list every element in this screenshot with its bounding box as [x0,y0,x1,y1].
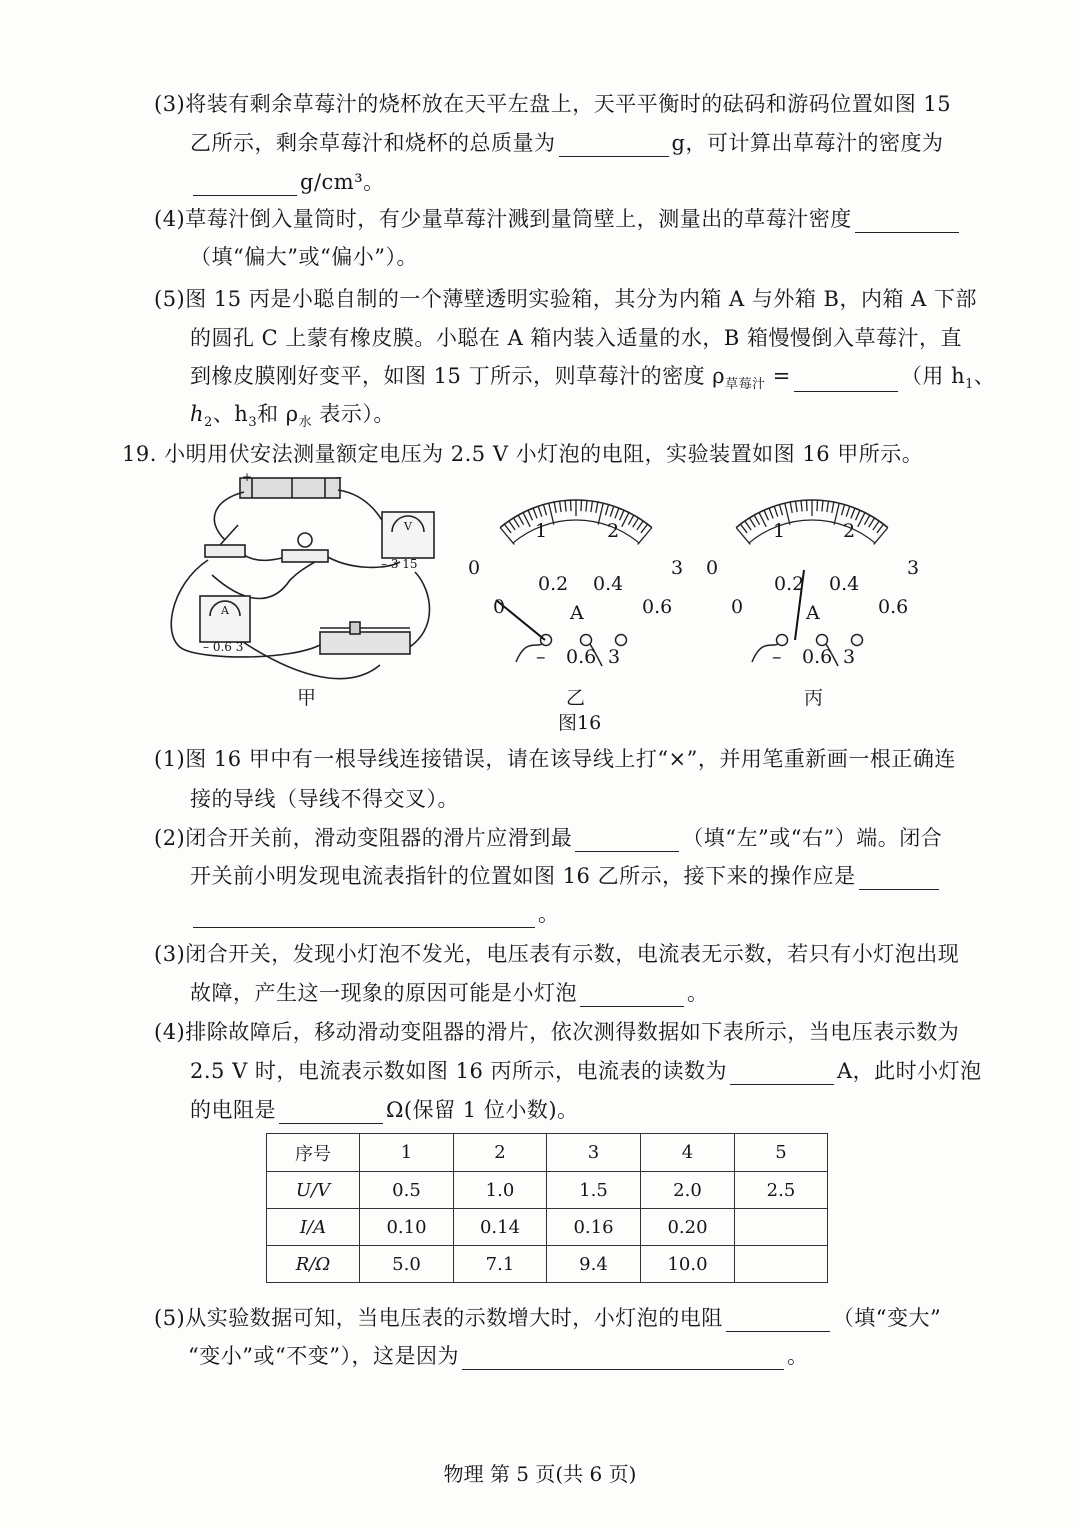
h3-symbol: 、h [212,402,249,426]
dial-tick [877,524,884,533]
table-cell: 10.0 [641,1246,735,1283]
yi-terminal-3: 3 [608,646,621,668]
q18-part3-unit: g/cm³。 [300,170,385,194]
table-cell: 1 [360,1134,454,1172]
table-cell: 2.0 [641,1172,735,1209]
table-cell[interactable] [735,1246,828,1283]
dial-tick [779,505,782,516]
ammeter-dial-yi [500,500,652,666]
q19-stem: 19. 小明用伏安法测量额定电压为 2.5 V 小灯泡的电阻，实验装置如图 16 甲所示。 [122,442,924,466]
yi-small-04: 0.4 [593,573,624,595]
dial-tick [615,508,619,518]
q19-part3-line1: (3)闭合开关，发现小灯泡不发光，电压表有示数，电流表无示数，若只有小灯泡出现 [154,942,960,966]
lamp-holder [282,550,328,562]
dial-tick [504,524,511,533]
yi-terminal-06: 0.6 [566,646,597,668]
q19-part3-text: 故障，产生这一现象的原因可能是小灯泡 [190,981,577,1005]
answer-blank-resistance[interactable] [279,1101,383,1124]
table-cell: I/A [267,1209,360,1246]
dial-tick [513,518,519,527]
table-cell: 0.5 [360,1172,454,1209]
battery-minus-label: – [336,470,342,484]
bing-terminal-06: 0.6 [802,646,833,668]
table-cell: 0.10 [360,1209,454,1246]
table-cell: 3 [547,1134,641,1172]
q19-part2-text-b: （填“左”或“右”）端。闭合 [682,826,943,850]
answer-blank-current[interactable] [730,1062,834,1085]
dial-tick [565,501,566,512]
q19-part4-text-b: A，此时小灯泡 [836,1059,982,1083]
table-cell: 5.0 [360,1246,454,1283]
q19-part4-line3 [190,1094,579,1124]
q18-part5-text-a: 到橡皮膜刚好变平，如图 15 丁所示，则草莓汁的密度 ρ [190,364,726,388]
rho-water-subscript: 水 [298,415,313,431]
table-cell: 1.0 [454,1172,547,1209]
yi-small-02: 0.2 [538,573,569,595]
rho-water-symbol: 和 ρ [257,402,299,426]
table-cell: 2 [454,1134,547,1172]
answer-blank-operation-a[interactable] [859,867,939,890]
q18-part4-text: (4)草莓汁倒入量筒时，有少量草莓汁溅到量筒壁上，测量出的草莓汁密度 [154,207,852,231]
dial-tick [538,506,542,516]
terminal-post [616,635,627,646]
q19-part2-end: 。 [538,902,560,926]
dial-tick [846,506,850,516]
yi-small-06: 0.6 [642,596,673,618]
dial-inner-arc [749,520,875,543]
dial-tick [827,501,829,512]
dial-tick [769,508,773,518]
table-cell: 9.4 [547,1246,641,1283]
dial-tick [822,501,823,512]
bing-terminal-3: 3 [843,646,856,668]
q19-part2-line2 [190,860,942,890]
q18-part5-tail: 表示）。 [312,402,395,426]
rheostat [320,632,410,654]
dial-tick [622,513,629,527]
dial-tick [633,518,639,527]
terminal-post [777,635,788,646]
dial-tick [500,528,514,545]
dial-inner-arc [513,520,639,543]
ammeter [200,596,250,642]
dial-tick [628,515,633,525]
q19-part1-line2: 接的导线（导线不得交叉）。 [190,787,459,811]
wire [212,560,318,599]
bing-small-06: 0.6 [878,596,909,618]
q19-part5-line1 [154,1302,941,1332]
q19-part5-line2 [188,1340,808,1370]
dial-tick [598,503,603,524]
table-cell: 5 [735,1134,828,1172]
q19-part1-line1: (1)图 16 甲中有一根导线连接错误，请在该导线上打“×”，并用笔重新画一根正确连 [154,747,956,771]
table-row [267,1209,828,1246]
dial-tick [796,501,798,512]
dial-tick [591,501,593,512]
dial-tick [764,510,768,520]
q18-part5-text-b: （用 h [900,364,966,388]
dial-tick [785,503,790,524]
answer-blank-resistance-trend[interactable] [726,1309,830,1332]
voltmeter [382,512,434,558]
table-cell: 1.5 [547,1172,641,1209]
answer-blank-operation-b[interactable] [193,905,535,928]
label-bing: 丙 [804,687,824,709]
yi-scale-1: 1 [535,520,548,542]
bing-small-04: 0.4 [829,573,860,595]
q18-part3-line1: (3)将装有剩余草莓汁的烧杯放在天平左盘上，天平平衡时的砝码和游码位置如图 15 [154,92,952,116]
dial-tick [571,500,572,511]
dial-tick [864,515,869,525]
dial-tick [518,515,523,525]
q19-part5-text-b: （填“变大” [832,1306,942,1330]
answer-blank-reason[interactable] [462,1347,784,1370]
dial-tick [858,513,865,527]
terminal-post [852,635,863,646]
dial-tick [554,502,556,513]
lamp-bulb [298,533,312,547]
bing-scale-1: 1 [773,520,786,542]
table-cell: 0.16 [547,1209,641,1246]
dial-tick [543,505,546,516]
dial-tick [754,515,759,525]
q19-part3-line2 [190,977,709,1007]
dial-tick [533,508,537,518]
q19-part4-line2 [190,1055,982,1085]
bing-scale-3: 3 [907,557,920,579]
q18-part3-text-a: 乙所示，剩余草莓汁和烧杯的总质量为 [190,131,556,155]
dial-tick [610,506,614,516]
dial-tick [834,503,839,524]
q19-part2-text-a: (2)闭合开关前，滑动变阻器的滑片应滑到最 [154,826,573,850]
dial-tick [736,528,750,545]
label-yi: 乙 [566,687,586,709]
dial-tick [528,510,532,520]
table-cell: 4 [641,1134,735,1172]
dial-tick [856,510,860,520]
h2-subscript: 2 [204,415,213,431]
dial-tick [790,502,792,513]
yi-scale-3: 3 [671,557,684,579]
dial-tick [841,505,844,516]
wire [214,492,244,540]
dial-tick [596,502,598,513]
yi-unit: A [570,602,584,624]
dial-tick [759,513,766,527]
figure-caption: 图16 [558,712,602,734]
dial-tick [581,500,582,511]
dial-tick [740,524,747,533]
h2-symbol: h [190,402,205,426]
q19-part2-line1 [154,822,942,852]
dial-tick [523,513,530,527]
q19-part4-text-a: 2.5 V 时，电流表示数如图 16 丙所示，电流表的读数为 [190,1059,727,1083]
dial-tick [774,506,778,516]
ammeter-unit: A [221,604,229,617]
q19-part5-text-c: “变小”或“不变”），这是因为 [188,1344,459,1368]
table-cell: 0.14 [454,1209,547,1246]
dial-tick [874,528,888,545]
dial-tick [638,528,652,545]
table-header-row [267,1134,828,1172]
h3-subscript: 3 [248,415,258,431]
dial-tick [637,521,643,530]
yi-small-0: 0 [493,596,506,618]
dial-tick [560,501,562,512]
table-cell: U/V [267,1172,360,1209]
table-row [267,1172,828,1209]
dial-tick [817,500,818,511]
bing-small-02: 0.2 [774,573,805,595]
label-jia: 甲 [297,687,317,709]
dial-tick [873,521,879,530]
q18-part5-text-c: 、 [973,364,996,388]
table-cell: 7.1 [454,1246,547,1283]
dial-tick [620,510,624,520]
dial-tick [586,501,587,512]
bing-scale-2: 2 [843,520,856,542]
yi-terminal-minus: – [536,646,546,668]
terminal-post [541,635,552,646]
table-cell[interactable] [735,1209,828,1246]
voltmeter-unit: V [404,520,412,533]
q18-part4-line2: （填“偏大”或“偏小”）。 [190,245,418,269]
yi-scale-0: 0 [468,557,481,579]
answer-blank-slider-end[interactable] [575,829,679,852]
dial-tick [641,524,648,533]
q19-part3-end: 。 [687,981,709,1005]
table-cell: 序号 [267,1134,360,1172]
q18-part5-line2: 的圆孔 C 上蒙有橡皮膜。小聪在 A 箱内装入适量的水，B 箱慢慢倒入草莓汁，直 [190,326,963,350]
dial-tick [832,502,834,513]
switch [205,545,245,557]
battery-plus-label: + [242,470,253,484]
q19-part5-text-a: (5)从实验数据可知，当电压表的示数增大时，小灯泡的电阻 [154,1306,723,1330]
q18-part5-line1: (5)图 15 丙是小聪自制的一个薄壁透明实验箱，其分为内箱 A 与外箱 B，内箱 A 下部 [154,287,977,311]
table-cell: 0.20 [641,1209,735,1246]
dial-tick [745,521,751,530]
q18-part5-equals: = [765,364,791,388]
dial-tick [749,518,755,527]
terminal-post [817,635,828,646]
table-row [267,1246,828,1283]
bing-terminal-minus: – [772,646,782,668]
q19-part2-text-c: 开关前小明发现电流表指针的位置如图 16 乙所示，接下来的操作应是 [190,864,856,888]
q19-part2-line3 [190,898,560,928]
bing-small-0: 0 [731,596,744,618]
q19-part4-text-c: 的电阻是 [190,1098,276,1122]
ammeter-terminals: – 0.6 3 [203,640,244,654]
table-cell: 2.5 [735,1172,828,1209]
dial-tick [509,521,515,530]
dial-tick [605,505,608,516]
table-cell: R/Ω [267,1246,360,1283]
data-table [266,1133,828,1283]
q19-part5-end: 。 [786,1344,809,1368]
dial-tick [851,508,855,518]
page-footer: 物理 第 5 页(共 6 页) [443,1462,637,1486]
dial-tick [549,503,554,524]
rho-subscript-juice: 草莓汁 [725,377,766,393]
dial-tick [801,501,802,512]
dial-tick [869,518,875,527]
yi-scale-2: 2 [607,520,620,542]
ammeter-dial-bing [736,500,888,666]
dial-tick [807,500,808,511]
voltmeter-terminals: – 3 15 [381,557,418,571]
figure-16 [0,0,1080,740]
terminal-post [581,635,592,646]
answer-blank-fault[interactable] [580,984,684,1007]
bing-unit: A [806,602,820,624]
h1-subscript: 1 [965,377,974,393]
q18-part3-text-b: g，可计算出草莓汁的密度为 [671,131,944,155]
bing-scale-0: 0 [706,557,719,579]
q19-part4-line1: (4)排除故障后，移动滑动变阻器的滑片，依次测得数据如下表所示，当电压表示数为 [154,1020,960,1044]
q19-part4-text-d: Ω(保留 1 位小数)。 [386,1098,579,1122]
